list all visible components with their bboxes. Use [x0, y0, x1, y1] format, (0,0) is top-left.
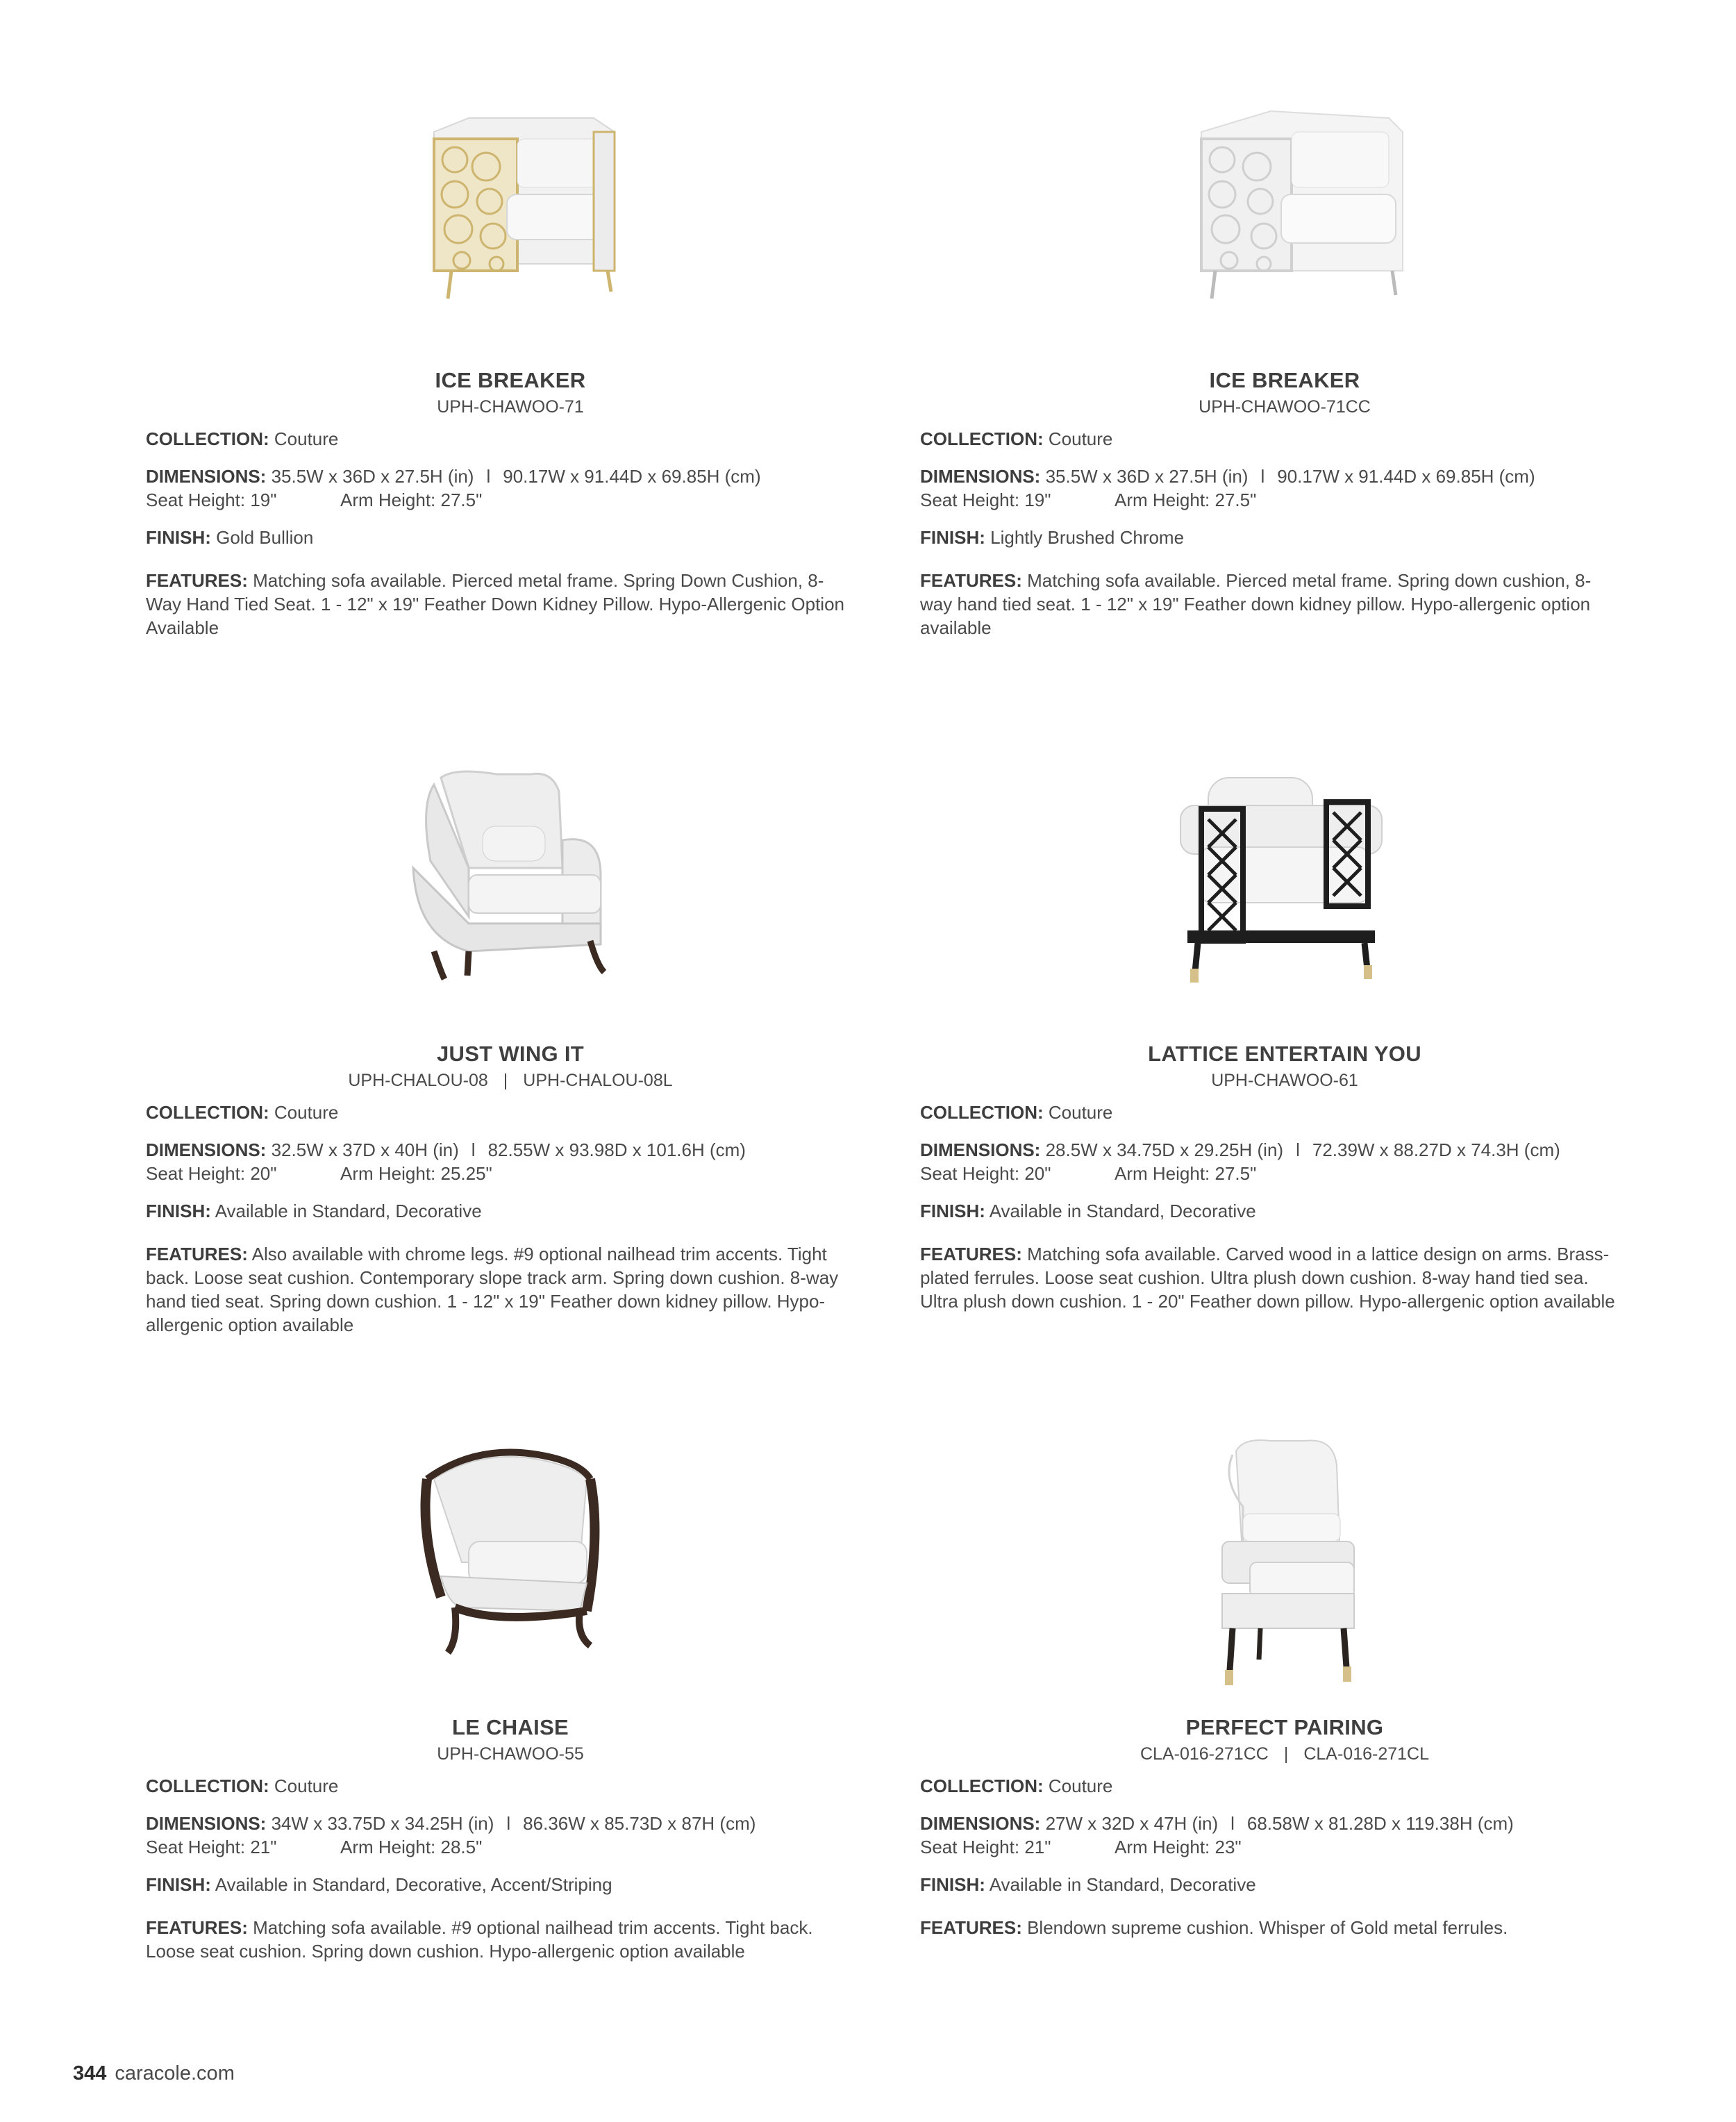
- collection-line: COLLECTION: Couture: [146, 428, 339, 449]
- finish-line: FINISH: Lightly Brushed Chrome: [920, 527, 1185, 548]
- features-text: FEATURES: Matching sofa available. #9 optional nailhead trim accents. Tight back. Loose seat cushion. Spring down cushion. Hypo-allergenic option available: [146, 1917, 813, 1962]
- product-card-le-chaise: [146, 1437, 875, 1963]
- collection-line: COLLECTION: Couture: [920, 1102, 1113, 1123]
- arm-height: Arm Height: 23": [1115, 1837, 1242, 1857]
- product-image-ice-breaker-chrome: [920, 90, 1649, 347]
- product-title: ICE BREAKER: [1209, 368, 1360, 392]
- finish-line: FINISH: Available in Standard, Decorative: [146, 1201, 482, 1221]
- product-codes: UPH-CHALOU-08 | UPH-CHALOU-08L: [348, 1071, 673, 1090]
- product-card-ice-breaker-chrome: [920, 90, 1649, 640]
- seat-height: Seat Height: 19": [146, 490, 277, 510]
- dimensions-line: DIMENSIONS: 28.5W x 34.75D x 29.25H (in) l 72.39W x 88.27D x 74.3H (cm): [920, 1139, 1560, 1160]
- features-text: FEATURES: Matching sofa available. Pierced metal frame. Spring Down Cushion, 8-Way Hand Tied Seat. 1 - 12" x 19" Feather Down Kidney Pillow. Hypo-Allergenic Option Available: [146, 570, 844, 638]
- product-image-just-wing-it: [146, 764, 875, 1021]
- features-text: FEATURES: Also available with chrome legs. #9 optional nailhead trim accents. Tight back. Loose seat cushion. Contemporary slope track arm. Spring down cushion. 8-way hand tied seat. Spring down cushion. 1 - 12" x 19" Feather down kidney pillow. Hypo-allergenic option available: [146, 1244, 839, 1335]
- product-title: PERFECT PAIRING: [1185, 1715, 1384, 1739]
- product-card-perfect-pairing: [920, 1437, 1649, 1939]
- product-codes: CLA-016-271CC | CLA-016-271CL: [1140, 1744, 1429, 1764]
- product-title: LATTICE ENTERTAIN YOU: [1148, 1042, 1421, 1066]
- heights-line: [920, 488, 1649, 512]
- seat-height: Seat Height: 21": [146, 1837, 277, 1857]
- finish-line: FINISH: Gold Bullion: [146, 527, 314, 548]
- seat-height: Seat Height: 21": [920, 1837, 1051, 1857]
- collection-line: COLLECTION: Couture: [146, 1776, 339, 1796]
- product-code: UPH-CHAWOO-71CC: [1199, 397, 1371, 417]
- product-card-lattice-entertain-you: [920, 764, 1649, 1313]
- arm-height: Arm Height: 27.5": [340, 490, 483, 510]
- finish-line: FINISH: Available in Standard, Decorative: [920, 1201, 1256, 1221]
- arm-height: Arm Height: 28.5": [340, 1837, 483, 1857]
- product-image-perfect-pairing: [920, 1437, 1649, 1694]
- features-text: FEATURES: Matching sofa available. Pierced metal frame. Spring down cushion, 8-way hand tied seat. 1 - 12" x 19" Feather down kidney pillow. Hypo-allergenic option available: [920, 570, 1592, 638]
- seat-height: Seat Height: 20": [920, 1163, 1051, 1184]
- collection-line: COLLECTION: Couture: [920, 428, 1113, 449]
- seat-height: Seat Height: 19": [920, 490, 1051, 510]
- features-text: FEATURES: Blendown supreme cushion. Whisper of Gold metal ferrules.: [920, 1917, 1508, 1938]
- product-title: LE CHAISE: [451, 1715, 569, 1739]
- heights-line: [146, 488, 875, 512]
- product-image-lattice-entertain-you: [920, 764, 1649, 1021]
- dimensions-line: DIMENSIONS: 27W x 32D x 47H (in) l 68.58W x 81.28D x 119.38H (cm): [920, 1813, 1514, 1834]
- seat-height: Seat Height: 20": [146, 1163, 277, 1184]
- dimensions-line: DIMENSIONS: 32.5W x 37D x 40H (in) l 82.55W x 93.98D x 101.6H (cm): [146, 1139, 746, 1160]
- product-code: UPH-CHAWOO-71: [437, 397, 584, 417]
- product-image-ice-breaker-gold: [146, 90, 875, 347]
- product-card-just-wing-it: [146, 764, 875, 1337]
- features-text: FEATURES: Matching sofa available. Carved wood in a lattice design on arms. Brass-plated ferrules. Loose seat cushion. Ultra plush down cushion. 8-way hand tied sea. Ultra plush down cushion. 1 - 20" Feather down pillow. Hypo-allergenic option available: [920, 1244, 1615, 1312]
- page-footer: [73, 2062, 235, 2085]
- arm-height: Arm Height: 27.5": [1115, 1163, 1257, 1184]
- product-title: ICE BREAKER: [435, 368, 586, 392]
- collection-line: COLLECTION: Couture: [146, 1102, 339, 1123]
- arm-height: Arm Height: 27.5": [1115, 490, 1257, 510]
- collection-line: COLLECTION: Couture: [920, 1776, 1113, 1796]
- product-title: JUST WING IT: [437, 1042, 584, 1066]
- dimensions-line: DIMENSIONS: 35.5W x 36D x 27.5H (in) l 90.17W x 91.44D x 69.85H (cm): [146, 466, 761, 487]
- product-code: UPH-CHAWOO-61: [1211, 1071, 1358, 1090]
- finish-line: FINISH: Available in Standard, Decorative: [920, 1874, 1256, 1895]
- dimensions-line: DIMENSIONS: 34W x 33.75D x 34.25H (in) l 86.36W x 85.73D x 87H (cm): [146, 1813, 756, 1834]
- finish-line: FINISH: Available in Standard, Decorative, Accent/Striping: [146, 1874, 612, 1895]
- footer-site: caracole.com: [115, 2062, 235, 2085]
- heights-line: [920, 1162, 1649, 1185]
- product-image-le-chaise: [146, 1437, 875, 1694]
- dimensions-line: DIMENSIONS: 35.5W x 36D x 27.5H (in) l 90.17W x 91.44D x 69.85H (cm): [920, 466, 1535, 487]
- product-card-ice-breaker-gold: [146, 90, 875, 640]
- product-code: UPH-CHAWOO-55: [437, 1744, 584, 1764]
- heights-line: [146, 1162, 875, 1185]
- heights-line: [146, 1835, 875, 1859]
- page-number: 344: [73, 2062, 107, 2085]
- heights-line: [920, 1835, 1649, 1859]
- arm-height: Arm Height: 25.25": [340, 1163, 492, 1184]
